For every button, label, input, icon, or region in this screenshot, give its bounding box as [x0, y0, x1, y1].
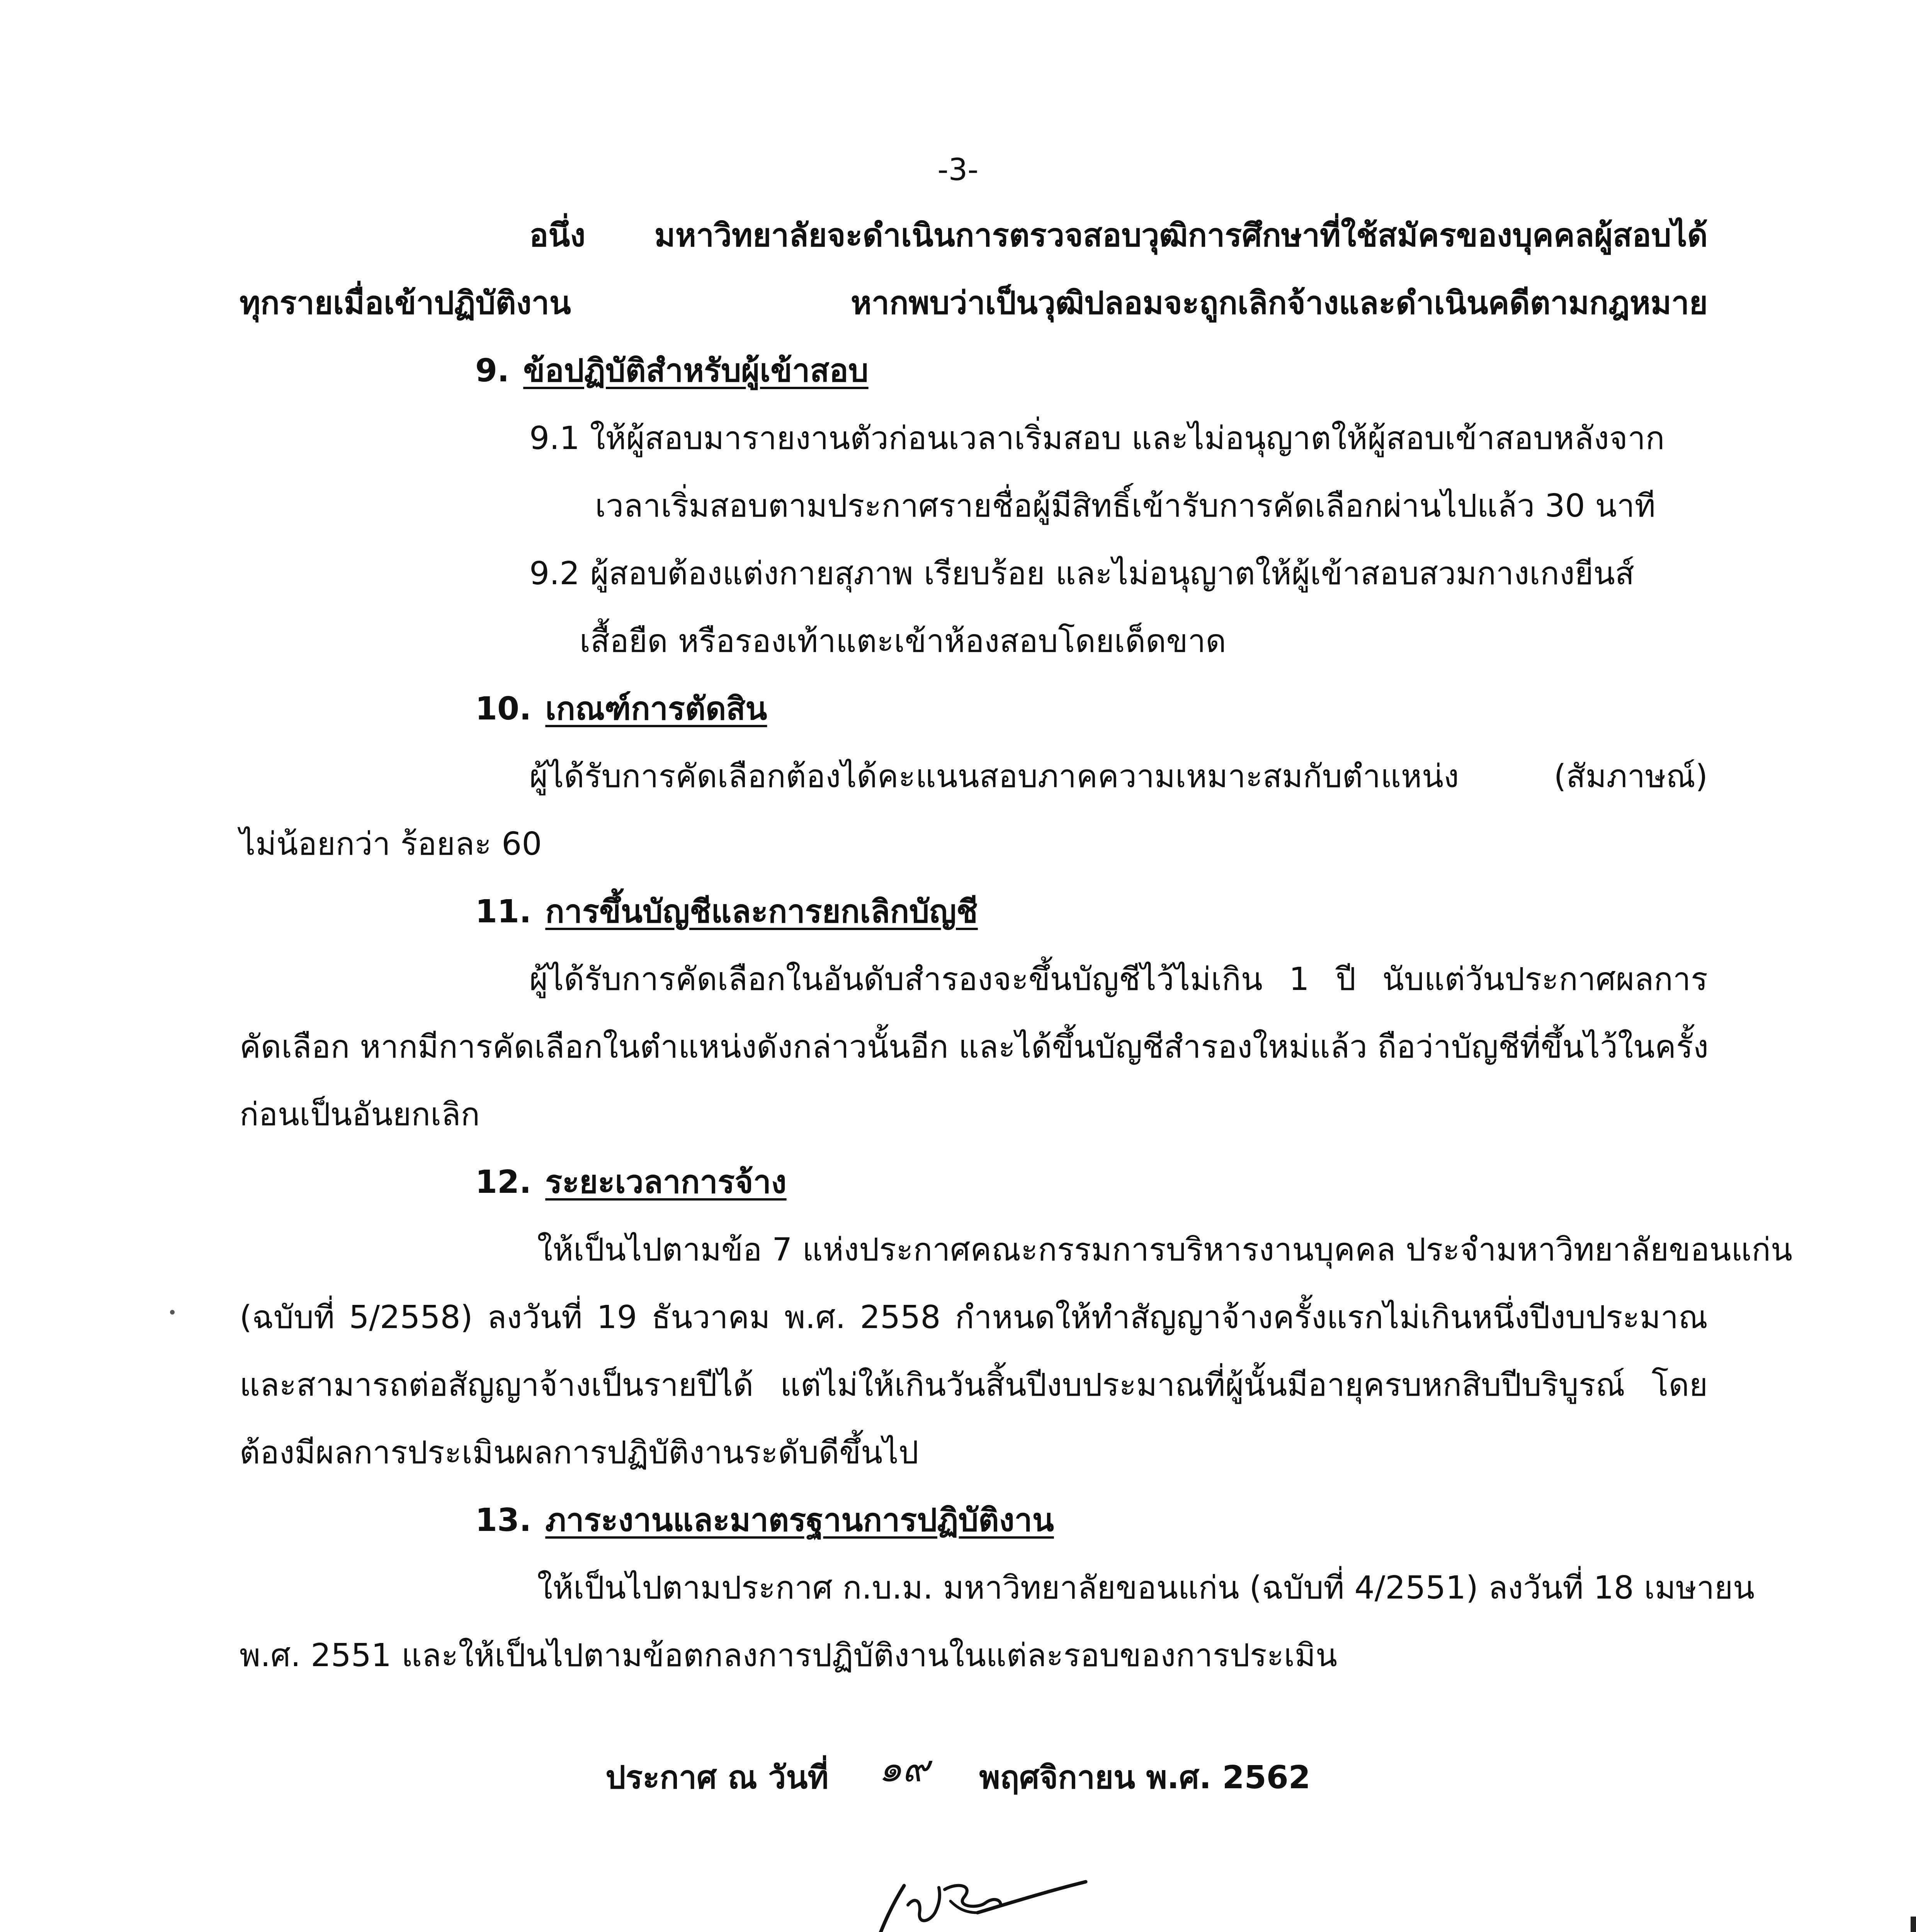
section-13-line-1: ให้เป็นไปตามประกาศ ก.บ.ม. มหาวิทยาลัยขอนแก่น (ฉบับที่ 4/2551) ลงวันที่ 18 เมษายน [537, 1570, 1755, 1606]
section-12-number: 12. [475, 1164, 532, 1201]
signature-image [862, 1855, 1101, 1932]
section-11-title: การขึ้นบัญชีและการยกเลิกบัญชี [545, 893, 978, 930]
section-13-line-2: พ.ศ. 2551 และให้เป็นไปตามข้อตกลงการปฏิบัติงานในแต่ละรอบของการประเมิน [240, 1637, 1338, 1674]
section-10-heading [475, 688, 767, 730]
section-9-item-2-line-1: 9.2 ผู้สอบต้องแต่งกายสุภาพ เรียบร้อย และไม่อนุญาตให้ผู้เข้าสอบสวมกางเกงยีนส์ [529, 555, 1634, 592]
section-9-item-1-line-1: 9.1 ให้ผู้สอบมารายงานตัวก่อนเวลาเริ่มสอบ และไม่อนุญาตให้ผู้สอบเข้าสอบหลังจาก [529, 420, 1665, 457]
section-12-line-1: ให้เป็นไปตามข้อ 7 แห่งประกาศคณะกรรมการบริหารงานบุคคล ประจำมหาวิทยาลัยขอนแก่น [537, 1231, 1793, 1268]
page-number: -3- [937, 153, 979, 187]
handwritten-day: ๑๙ [878, 1747, 930, 1790]
section-9-title: ข้อปฏิบัติสำหรับผู้เข้าสอบ [523, 352, 869, 389]
section-9-heading [475, 350, 869, 392]
section-12-line-4: ต้องมีผลการประเมินผลการปฏิบัติงานระดับดีขึ้นไป [240, 1434, 919, 1471]
section-10-line-1: ผู้ได้รับการคัดเลือกต้องได้คะแนนสอบภาคความเหมาะสมกับตำแหน่ง (สัมภาษณ์) [529, 758, 1708, 795]
section-12-heading [475, 1161, 787, 1204]
section-12-line-3: และสามารถต่อสัญญาจ้างเป็นรายปีได้ แต่ไม่ให้เกินวันสิ้นปีงบประมาณที่ผู้นั้นมีอายุครบหกสิบปีบริบูรณ์ โดย [240, 1367, 1708, 1403]
intro-line-2: ทุกรายเมื่อเข้าปฏิบัติงาน หากพบว่าเป็นวุฒิปลอมจะถูกเลิกจ้างและดำเนินคดีตามกฎหมาย [240, 285, 1708, 321]
section-10-number: 10. [475, 690, 532, 727]
section-9-number: 9. [475, 352, 510, 389]
announcement-prefix: ประกาศ ณ วันที่ [605, 1759, 829, 1796]
section-11-number: 11. [475, 893, 532, 930]
section-11-line-3: ก่อนเป็นอันยกเลิก [240, 1096, 480, 1133]
section-11-heading [475, 891, 978, 933]
intro-line-1: อนึ่ง มหาวิทยาลัยจะดำเนินการตรวจสอบวุฒิการศึกษาที่ใช้สมัครของบุคคลผู้สอบได้ [529, 217, 1708, 254]
section-13-title: ภาระงานและมาตรฐานการปฏิบัติงาน [545, 1502, 1054, 1539]
section-9-item-1-line-2: เวลาเริ่มสอบตามประกาศรายชื่อผู้มีสิทธิ์เข้ารับการคัดเลือกผ่านไปแล้ว 30 นาที [595, 488, 1656, 524]
section-10-title: เกณฑ์การตัดสิน [545, 690, 767, 727]
scan-edge-mark [1911, 1917, 1916, 1932]
scan-speck [170, 1310, 175, 1315]
section-12-title: ระยะเวลาการจ้าง [545, 1164, 787, 1201]
announcement-date [0, 1747, 1916, 1799]
announcement-month-year: พฤศจิกายน พ.ศ. 2562 [979, 1759, 1311, 1796]
section-11-line-2: คัดเลือก หากมีการคัดเลือกในตำแหน่งดังกล่าวนั้นอีก และได้ขึ้นบัญชีสำรองใหม่แล้ว ถือว่าบัญชีที่ขึ้นไว้ในครั้ง [240, 1029, 1709, 1065]
section-13-number: 13. [475, 1502, 532, 1539]
section-13-heading [475, 1499, 1054, 1542]
section-11-line-1: ผู้ได้รับการคัดเลือกในอันดับสำรองจะขึ้นบัญชีไว้ไม่เกิน 1 ปี นับแต่วันประกาศผลการ [529, 961, 1708, 998]
section-9-item-2-line-2: เสื้อยืด หรือรองเท้าแตะเข้าห้องสอบโดยเด็ดขาด [580, 623, 1226, 660]
section-10-line-2: ไม่น้อยกว่า ร้อยละ 60 [240, 826, 542, 862]
section-12-line-2: (ฉบับที่ 5/2558) ลงวันที่ 19 ธันวาคม พ.ศ. 2558 กำหนดให้ทำสัญญาจ้างครั้งแรกไม่เกินหนึ่งปีงบประมาณ [240, 1299, 1708, 1336]
